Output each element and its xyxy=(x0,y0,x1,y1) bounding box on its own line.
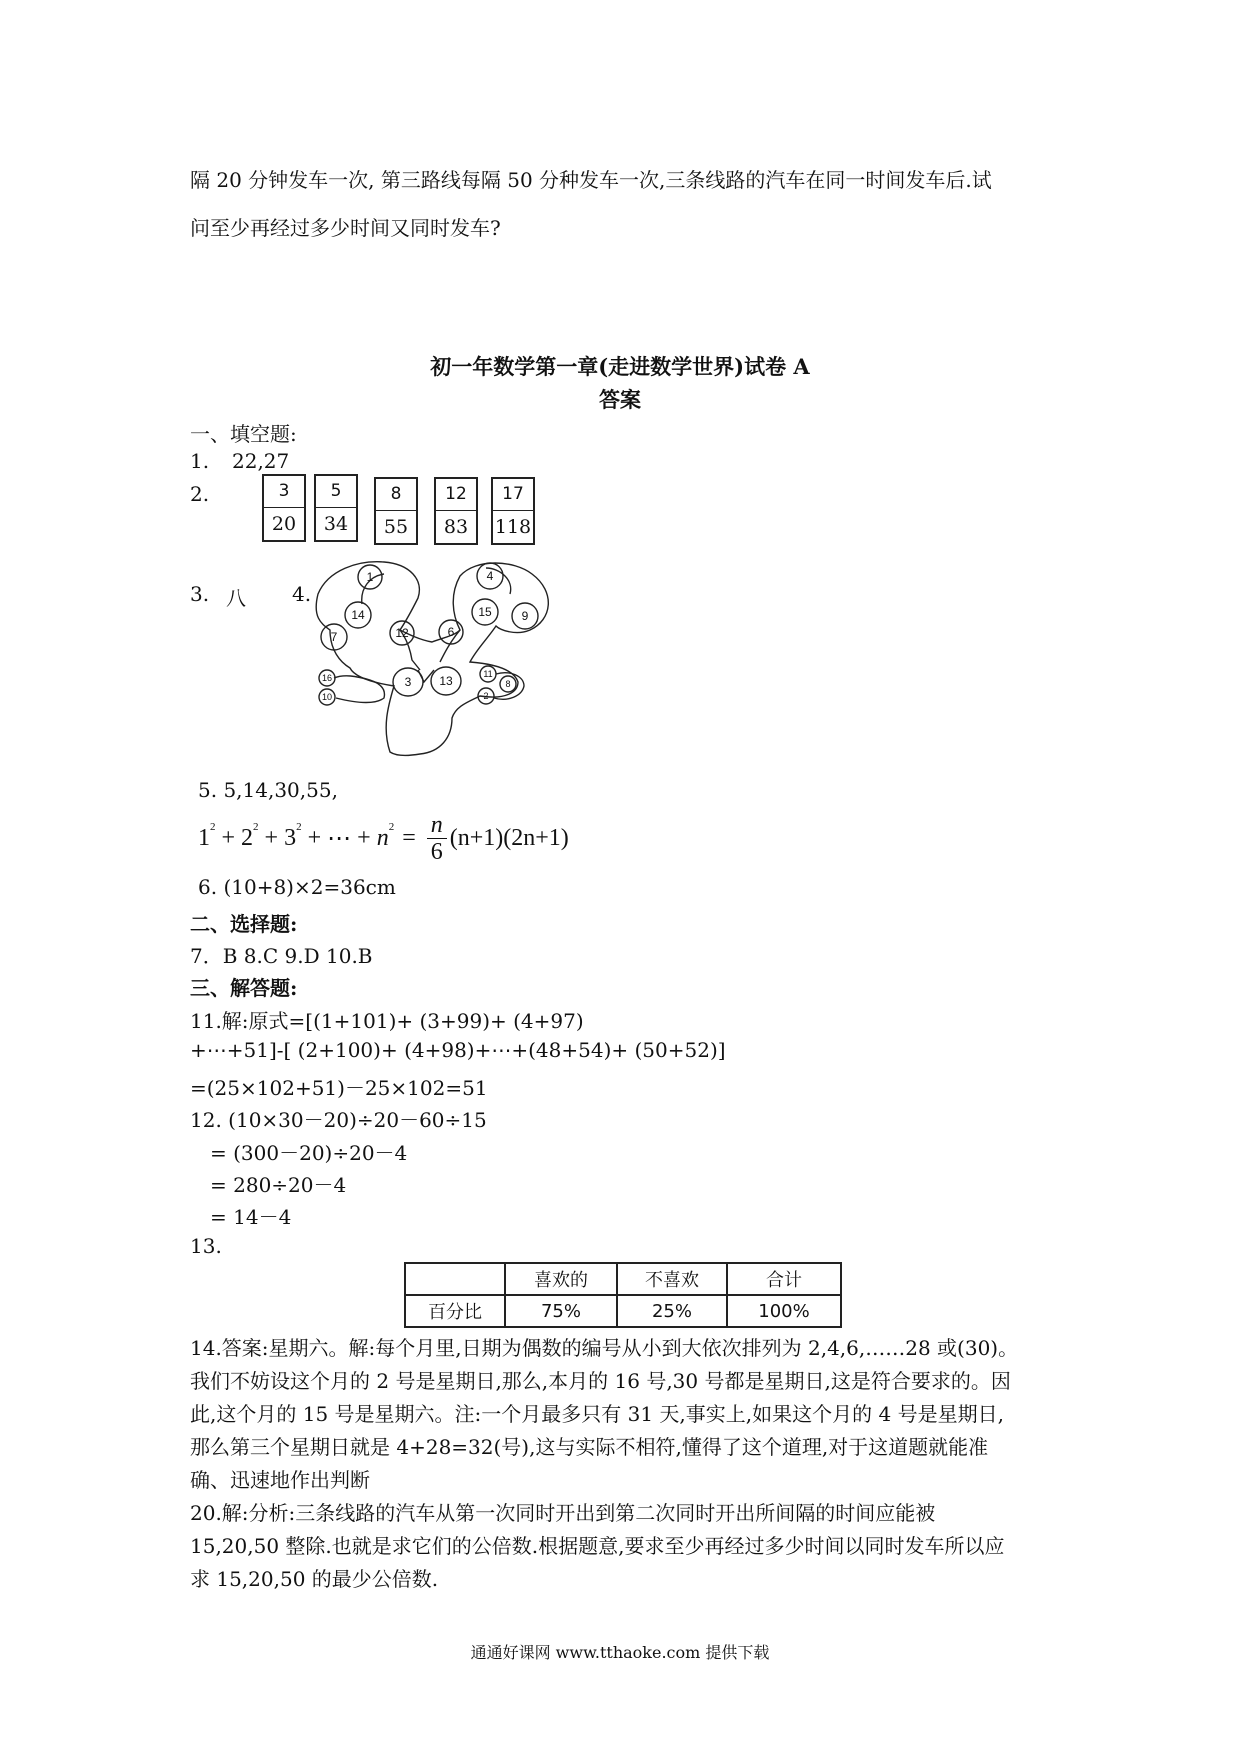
table-cell: 百分比 xyxy=(405,1295,505,1327)
table-cell: 75% xyxy=(505,1295,617,1327)
number-box xyxy=(262,474,306,542)
q1-number: 1. xyxy=(190,449,210,473)
section-solution-heading: 三、解答题: xyxy=(190,976,298,1000)
q12-line: = 280÷20－4 xyxy=(210,1173,347,1197)
table-header-row xyxy=(405,1263,841,1295)
q6-answer: 6. (10+8)×2=36cm xyxy=(198,875,396,899)
question-continuation-line-2: 问至少再经过多少时间又同时发车? xyxy=(190,216,501,240)
number-box xyxy=(491,477,535,545)
q11-line: 11.解:原式=[(1+101)+ (3+99)+ (4+97) xyxy=(190,1009,584,1033)
formula-term: $3^2$ xyxy=(284,820,302,851)
q20-line: 15,20,50 整除.也就是求它们的公倍数.根据题意,要求至少再经过多少时间以同时发车所以应 xyxy=(190,1534,1005,1558)
section-choice-heading: 二、选择题: xyxy=(190,912,298,936)
diagram-number: 8 xyxy=(505,679,511,689)
number-box-bottom: 55 xyxy=(383,516,409,538)
q12-line: = (300－20)÷20－4 xyxy=(210,1141,408,1165)
number-box xyxy=(434,477,478,545)
table-row xyxy=(405,1295,841,1327)
q1-answer: 22,27 xyxy=(232,449,290,473)
formula-fraction: $\frac{n}{6}$ xyxy=(427,812,447,865)
formula-term: $n^2$ xyxy=(376,820,395,851)
q12-line: = 14－4 xyxy=(210,1205,292,1229)
number-box xyxy=(314,474,358,542)
q14-line: 此,这个月的 15 号是星期六。注:一个月最多只有 31 天,事实上,如果这个月的 4 号是星期日, xyxy=(190,1402,1004,1426)
section-fill-in-heading: 一、填空题: xyxy=(190,422,297,446)
formula-rhs: (n+1)(2n+1) xyxy=(449,824,569,851)
q3-answer: 八 xyxy=(226,586,246,610)
number-box-bottom: 118 xyxy=(494,516,532,538)
q20-line: 20.解:分析:三条线路的汽车从第一次同时开出到第二次同时开出所间隔的时间应能被 xyxy=(190,1501,936,1525)
q14-line: 那么第三个星期日就是 4+28=32(号),这与实际不相符,懂得了这个道理,对于这道题就能准 xyxy=(190,1435,989,1459)
formula-term: $2^2$ xyxy=(241,820,259,851)
diagram-number: 9 xyxy=(521,609,529,623)
q13-number: 13. xyxy=(190,1234,222,1258)
table-header-cell: 喜欢的 xyxy=(505,1263,617,1295)
q4-number: 4. xyxy=(292,582,312,606)
survey-percent-table xyxy=(404,1262,842,1328)
number-box-top: 17 xyxy=(493,479,533,511)
diagram-number: 1 xyxy=(366,570,374,584)
number-box xyxy=(374,477,418,545)
diagram-number: 4 xyxy=(486,569,494,583)
answer-sheet-subtitle: 答案 xyxy=(599,387,641,412)
number-tree-diagram xyxy=(300,558,560,762)
answer-sheet-title: 初一年数学第一章(走进数学世界)试卷 A xyxy=(430,354,810,379)
q12-line: 12. (10×30－20)÷20－60÷15 xyxy=(190,1108,487,1132)
q2-number: 2. xyxy=(190,482,210,506)
number-box-bottom: 83 xyxy=(443,516,469,538)
table-header-cell: 合计 xyxy=(727,1263,841,1295)
number-box-bottom: 20 xyxy=(271,513,297,535)
diagram-number: 3 xyxy=(404,675,412,689)
q14-line: 确、迅速地作出判断 xyxy=(190,1468,370,1492)
q14-line: 14.答案:星期六。解:每个月里,日期为偶数的编号从小到大依次排列为 2,4,6,……28 或(30)。 xyxy=(190,1336,1019,1360)
q11-line: +⋯+51]-[ (2+100)+ (4+98)+⋯+(48+54)+ (50+52)] xyxy=(190,1038,726,1062)
number-box-top: 12 xyxy=(436,479,476,511)
q14-line: 我们不妨设这个月的 2 号是星期日,那么,本月的 16 号,30 号都是星期日,这是符合要求的。因 xyxy=(190,1369,1011,1393)
number-box-top: 5 xyxy=(316,476,356,508)
formula-term: $1^2$ xyxy=(198,820,216,851)
table-cell: 25% xyxy=(617,1295,727,1327)
diagram-number: 6 xyxy=(447,625,455,639)
formula-dots: ⋯ xyxy=(327,825,352,852)
footer-source: 通通好课网 www.tthaoke.com 提供下载 xyxy=(470,1643,770,1662)
table-cell: 100% xyxy=(727,1295,841,1327)
diagram-number: 11 xyxy=(483,669,493,679)
diagram-number: 14 xyxy=(351,608,365,622)
number-box-top: 3 xyxy=(264,476,304,508)
diagram-number: 16 xyxy=(321,673,333,683)
sum-of-squares-formula: $1^2$ + $2^2$ + $3^2$ + ⋯ + $n^2$ = $\frac{n}{6}$ (n+1)(2n+1) xyxy=(198,811,569,865)
q3-number: 3. xyxy=(190,582,210,606)
diagram-number: 15 xyxy=(478,605,492,619)
table-header-cell xyxy=(405,1263,505,1295)
choice-answers: 7．B 8.C 9.D 10.B xyxy=(190,944,373,968)
question-continuation-line-1: 隔 20 分钟发车一次, 第三路线每隔 50 分种发车一次,三条线路的汽车在同一时间发车后.试 xyxy=(190,168,992,192)
number-box-top: 8 xyxy=(376,479,416,511)
diagram-number: 13 xyxy=(439,674,453,688)
diagram-number: 2 xyxy=(483,691,489,701)
number-box-bottom: 34 xyxy=(323,513,349,535)
diagram-number: 7 xyxy=(330,630,338,644)
q11-line: =(25×102+51)－25×102=51 xyxy=(190,1076,488,1100)
diagram-number: 10 xyxy=(321,692,333,702)
q5-answer: 5. 5,14,30,55, xyxy=(198,778,338,802)
q20-line: 求 15,20,50 的最少公倍数. xyxy=(190,1567,439,1591)
table-header-cell: 不喜欢 xyxy=(617,1263,727,1295)
diagram-number: 12 xyxy=(395,626,409,640)
